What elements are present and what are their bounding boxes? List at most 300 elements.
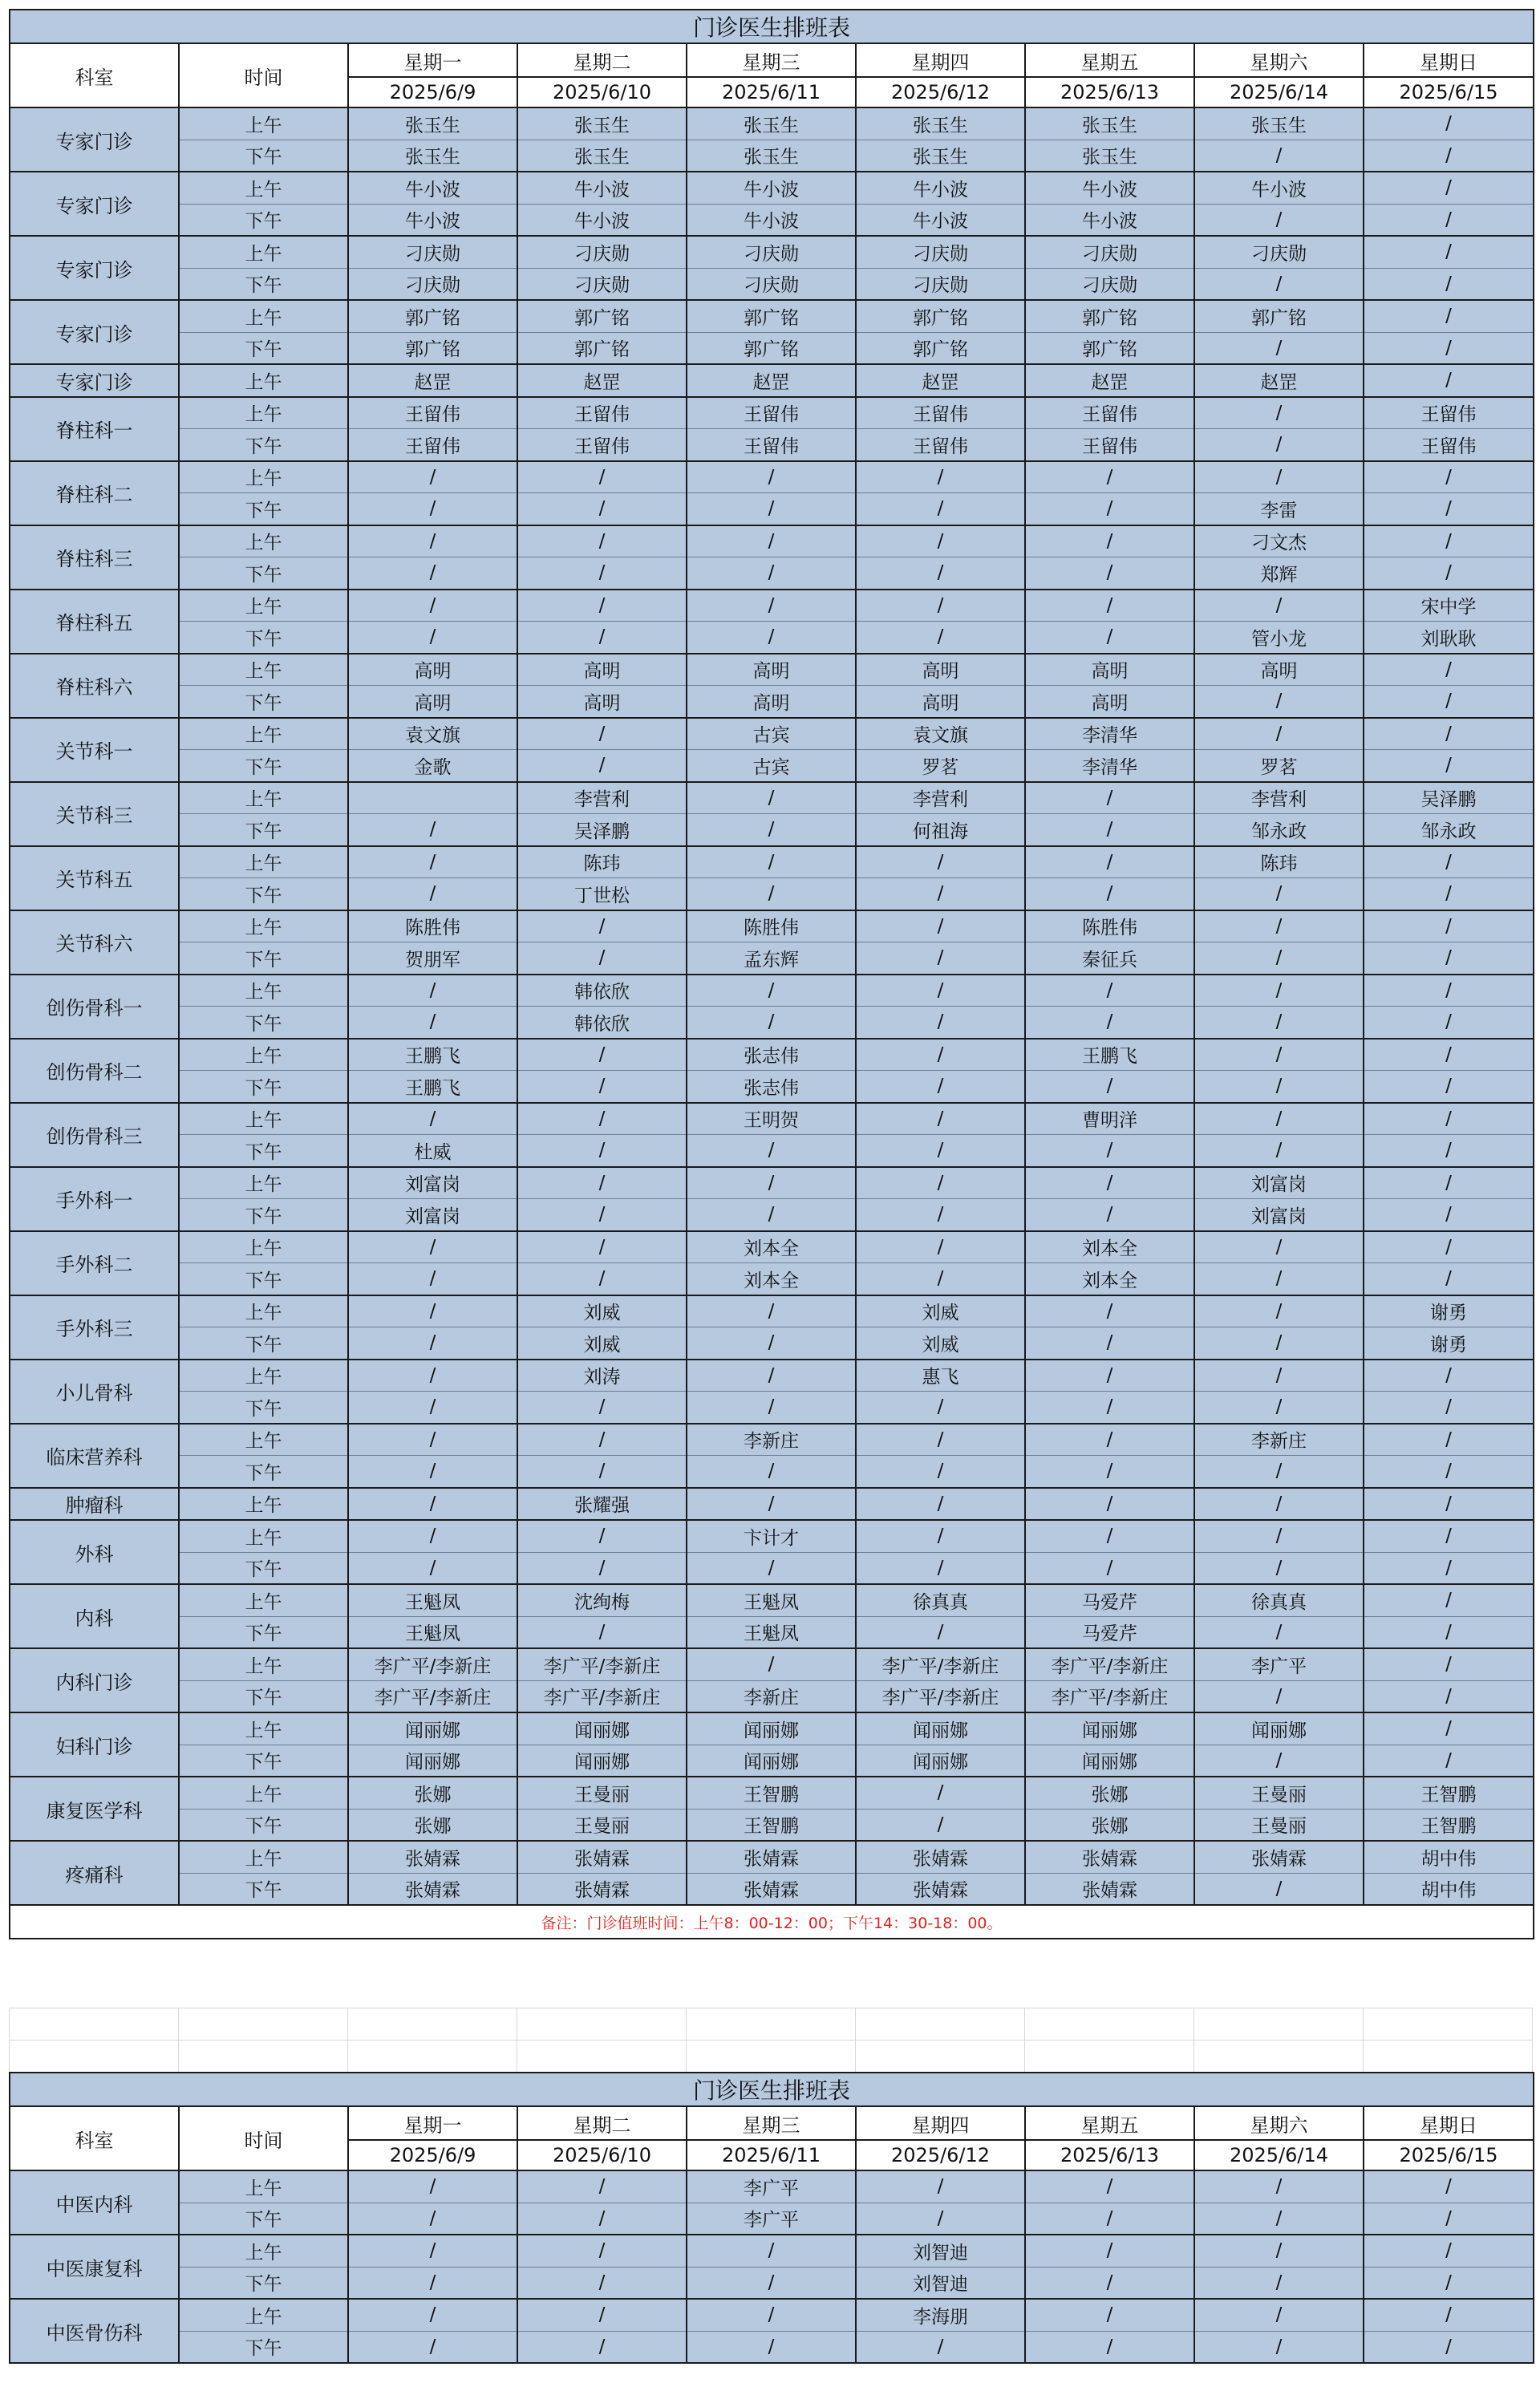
table-row (10, 236, 1534, 268)
schedule-body (10, 2170, 1534, 2363)
doctor-cell: / (517, 461, 687, 493)
time-slot-cell: 下午 (179, 942, 348, 975)
doctor-cell: / (348, 2203, 517, 2235)
doctor-cell: 刘智迪 (856, 2235, 1025, 2267)
doctor-cell: / (687, 846, 856, 878)
table-row (10, 814, 1534, 846)
time-slot-cell: 下午 (179, 686, 348, 718)
table-row (10, 878, 1534, 910)
doctor-cell: / (1194, 268, 1364, 300)
doctor-cell: 李雷 (1194, 493, 1364, 525)
time-slot-cell: 上午 (179, 1712, 348, 1745)
table-row (10, 1648, 1534, 1680)
doctor-cell: / (856, 2331, 1025, 2363)
table-row (10, 397, 1534, 429)
doctor-cell: 杜威 (348, 1135, 517, 1167)
doctor-cell: / (687, 1392, 856, 1424)
doctor-cell: / (856, 975, 1025, 1007)
doctor-cell: 刘威 (856, 1327, 1025, 1360)
date-header: 2025/6/10 (517, 77, 687, 107)
table-row (10, 1520, 1534, 1552)
weekday-header: 星期五 (1025, 2106, 1194, 2140)
doctor-cell: 张玉生 (687, 107, 856, 140)
doctor-cell: 贺朋军 (348, 942, 517, 975)
doctor-cell: 刁庆勋 (348, 236, 517, 268)
doctor-cell: 王鹏飞 (348, 1071, 517, 1103)
doctor-cell: 王智鹏 (687, 1777, 856, 1809)
doctor-cell: 李新庄 (1194, 1424, 1364, 1456)
doctor-cell: 闻丽娜 (348, 1745, 517, 1777)
doctor-cell: / (1194, 397, 1364, 429)
doctor-cell: 袁文旗 (856, 718, 1025, 750)
table-row (10, 1392, 1534, 1424)
doctor-cell: 张婧霖 (348, 1873, 517, 1905)
doctor-cell: / (1025, 1167, 1194, 1199)
table-row (10, 1745, 1534, 1777)
doctor-cell: 邹永政 (1194, 814, 1364, 846)
doctor-cell: / (517, 493, 687, 525)
table-row (10, 1295, 1534, 1327)
table-row (10, 910, 1534, 942)
time-slot-cell: 下午 (179, 2267, 348, 2299)
schedule-table-tcm (9, 2072, 1534, 2364)
doctor-cell: / (1364, 1488, 1534, 1521)
doctor-cell: / (687, 975, 856, 1007)
time-slot-cell: 上午 (179, 846, 348, 878)
doctor-cell: / (1364, 1392, 1534, 1424)
time-slot-cell: 上午 (179, 461, 348, 493)
doctor-cell: / (687, 493, 856, 525)
doctor-cell: 王鹏飞 (348, 1039, 517, 1071)
doctor-cell: 张玉生 (856, 107, 1025, 140)
doctor-cell: 王留伟 (687, 429, 856, 461)
department-cell: 专家门诊 (10, 236, 179, 300)
doctor-cell: 罗茗 (856, 750, 1025, 782)
time-slot-cell: 下午 (179, 1135, 348, 1167)
doctor-cell: 李广平 (687, 2170, 856, 2203)
table-row (10, 364, 1534, 397)
doctor-cell: 马爱芹 (1025, 1616, 1194, 1648)
doctor-cell: / (1364, 236, 1534, 268)
doctor-cell: 郭广铭 (856, 300, 1025, 332)
doctor-cell: / (1364, 2170, 1534, 2203)
table-row (10, 268, 1534, 300)
doctor-cell: 张婧霖 (517, 1873, 687, 1905)
schedule-body (10, 107, 1534, 1905)
time-slot-cell: 下午 (179, 814, 348, 846)
doctor-cell: / (856, 910, 1025, 942)
doctor-cell: 闻丽娜 (1025, 1712, 1194, 1745)
department-cell: 关节科一 (10, 718, 179, 782)
doctor-cell: 刘本全 (687, 1263, 856, 1295)
doctor-cell: 赵罡 (1025, 364, 1194, 397)
department-cell: 中医康复科 (10, 2235, 179, 2299)
table-row (10, 2331, 1534, 2363)
doctor-cell: 李清华 (1025, 750, 1194, 782)
doctor-cell: / (1364, 1135, 1534, 1167)
doctor-cell: / (1194, 1231, 1364, 1263)
weekday-header: 星期四 (856, 2106, 1025, 2140)
doctor-cell: 牛小波 (687, 172, 856, 204)
doctor-cell: / (1364, 557, 1534, 590)
doctor-cell: 闻丽娜 (687, 1745, 856, 1777)
right-margin (1534, 9, 1540, 2383)
department-cell: 手外科二 (10, 1231, 179, 1295)
doctor-cell: 何祖海 (856, 814, 1025, 846)
doctor-cell: / (348, 846, 517, 878)
empty-spreadsheet-rows (9, 2008, 1533, 2072)
table-row (10, 1167, 1534, 1199)
doctor-cell: / (348, 525, 517, 557)
doctor-cell: 郭广铭 (1025, 300, 1194, 332)
doctor-cell: / (1364, 493, 1534, 525)
doctor-cell: 张婧霖 (1025, 1873, 1194, 1905)
doctor-cell: 王留伟 (856, 429, 1025, 461)
doctor-cell: / (1025, 2267, 1194, 2299)
time-slot-cell: 上午 (179, 397, 348, 429)
doctor-cell: 张婧霖 (687, 1841, 856, 1873)
dept-column-header: 科室 (10, 43, 179, 107)
doctor-cell: / (1194, 1327, 1364, 1360)
department-cell: 手外科三 (10, 1295, 179, 1360)
doctor-cell: 刘本全 (1025, 1263, 1194, 1295)
time-slot-cell: 下午 (179, 2331, 348, 2363)
doctor-cell: 陈玮 (1194, 846, 1364, 878)
doctor-cell: / (856, 1809, 1025, 1841)
doctor-cell: 李广平/李新庄 (1025, 1648, 1194, 1680)
doctor-cell: / (1025, 846, 1194, 878)
time-slot-cell: 上午 (179, 107, 348, 140)
doctor-cell: / (1194, 1007, 1364, 1039)
doctor-cell: / (856, 2170, 1025, 2203)
doctor-cell: 郭广铭 (517, 332, 687, 364)
doctor-cell: / (517, 1071, 687, 1103)
doctor-cell: / (1025, 590, 1194, 622)
doctor-cell: 刁庆勋 (687, 236, 856, 268)
table-row (10, 2235, 1534, 2267)
doctor-cell: / (517, 942, 687, 975)
doctor-cell: 张娜 (1025, 1809, 1194, 1841)
table-row (10, 1873, 1534, 1905)
doctor-cell: / (1364, 461, 1534, 493)
doctor-cell: / (856, 1777, 1025, 1809)
doctor-cell: 金歌 (348, 750, 517, 782)
doctor-cell: / (856, 846, 1025, 878)
doctor-cell: / (348, 1392, 517, 1424)
doctor-cell: / (1194, 718, 1364, 750)
table-row (10, 622, 1534, 654)
doctor-cell: / (517, 2331, 687, 2363)
doctor-cell: / (687, 1360, 856, 1392)
doctor-cell: / (517, 2267, 687, 2299)
doctor-cell: 牛小波 (517, 172, 687, 204)
doctor-cell: 张玉生 (348, 107, 517, 140)
doctor-cell: / (348, 1424, 517, 1456)
doctor-cell: / (1194, 1680, 1364, 1712)
time-slot-cell: 下午 (179, 268, 348, 300)
doctor-cell: 刁庆勋 (517, 268, 687, 300)
doctor-cell: / (1194, 461, 1364, 493)
doctor-cell: 刁庆勋 (856, 236, 1025, 268)
table-row (10, 1231, 1534, 1263)
date-header: 2025/6/13 (1025, 2140, 1194, 2170)
doctor-cell: 高明 (1025, 654, 1194, 686)
doctor-cell: / (1364, 975, 1534, 1007)
doctor-cell: / (517, 1103, 687, 1135)
doctor-cell: / (1194, 1520, 1364, 1552)
table-row (10, 2203, 1534, 2235)
doctor-cell: 郭广铭 (687, 300, 856, 332)
doctor-cell: / (687, 1456, 856, 1488)
weekday-header: 星期二 (517, 2106, 687, 2140)
doctor-cell: 王曼丽 (1194, 1777, 1364, 1809)
doctor-cell: 张婧霖 (856, 1841, 1025, 1873)
doctor-cell: 郭广铭 (1194, 300, 1364, 332)
doctor-cell: 牛小波 (517, 204, 687, 236)
doctor-cell: / (348, 814, 517, 846)
doctor-cell: / (1364, 2235, 1534, 2267)
table-row (10, 2299, 1534, 2331)
doctor-cell: / (856, 525, 1025, 557)
doctor-cell: 谢勇 (1364, 1327, 1534, 1360)
weekday-header: 星期五 (1025, 43, 1194, 77)
doctor-cell: 张娜 (348, 1809, 517, 1841)
doctor-cell: / (687, 814, 856, 846)
doctor-cell: 李广平 (687, 2203, 856, 2235)
doctor-cell: 邹永政 (1364, 814, 1534, 846)
department-cell: 内科 (10, 1584, 179, 1648)
table-title: 门诊医生排班表 (10, 2073, 1534, 2106)
doctor-cell: 胡中伟 (1364, 1873, 1534, 1905)
doctor-cell: 王曼丽 (517, 1777, 687, 1809)
time-slot-cell: 下午 (179, 878, 348, 910)
doctor-cell: / (1194, 2267, 1364, 2299)
doctor-cell: 郭广铭 (517, 300, 687, 332)
department-cell: 小儿骨科 (10, 1360, 179, 1424)
doctor-cell: / (1025, 1071, 1194, 1103)
doctor-cell: / (1025, 2203, 1194, 2235)
doctor-cell: 张玉生 (517, 140, 687, 172)
doctor-cell: / (348, 1327, 517, 1360)
doctor-cell: 牛小波 (856, 172, 1025, 204)
doctor-cell: 刘威 (517, 1327, 687, 1360)
doctor-cell: / (1364, 1263, 1534, 1295)
table-row (10, 1424, 1534, 1456)
doctor-cell: / (1364, 300, 1534, 332)
doctor-cell: / (687, 525, 856, 557)
time-slot-cell: 上午 (179, 1841, 348, 1873)
table-row (10, 1584, 1534, 1616)
doctor-cell: / (1194, 1103, 1364, 1135)
doctor-cell: 闻丽娜 (348, 1712, 517, 1745)
doctor-cell (348, 782, 517, 814)
time-slot-cell: 下午 (179, 1071, 348, 1103)
doctor-cell: 张婧霖 (517, 1841, 687, 1873)
date-header: 2025/6/10 (517, 2140, 687, 2170)
doctor-cell: 高明 (517, 686, 687, 718)
doctor-cell: 张婧霖 (1194, 1841, 1364, 1873)
doctor-cell: / (517, 1552, 687, 1584)
doctor-cell: / (687, 2299, 856, 2331)
doctor-cell: / (1025, 878, 1194, 910)
doctor-cell: / (856, 1103, 1025, 1135)
time-slot-cell: 上午 (179, 300, 348, 332)
doctor-cell: / (1364, 1712, 1534, 1745)
doctor-cell: 秦征兵 (1025, 942, 1194, 975)
time-slot-cell: 下午 (179, 2203, 348, 2235)
doctor-cell: / (1364, 172, 1534, 204)
doctor-cell: 牛小波 (348, 172, 517, 204)
duty-hours-note: 备注：门诊值班时间：上午8：00-12：00；下午14：30-18：00。 (10, 1905, 1534, 1939)
doctor-cell: 古宾 (687, 718, 856, 750)
time-slot-cell: 上午 (179, 1295, 348, 1327)
doctor-cell: / (687, 1295, 856, 1327)
doctor-cell: 高明 (687, 654, 856, 686)
doctor-cell: / (517, 1520, 687, 1552)
doctor-cell: / (517, 718, 687, 750)
doctor-cell: / (1194, 1873, 1364, 1905)
doctor-cell: 刘富岗 (1194, 1199, 1364, 1231)
table-row (10, 1263, 1534, 1295)
time-slot-cell: 下午 (179, 622, 348, 654)
doctor-cell: / (1194, 2235, 1364, 2267)
doctor-cell: / (1025, 1392, 1194, 1424)
doctor-cell: 张玉生 (1025, 107, 1194, 140)
doctor-cell: 曹明洋 (1025, 1103, 1194, 1135)
doctor-cell: / (687, 2267, 856, 2299)
date-header: 2025/6/11 (687, 2140, 856, 2170)
doctor-cell: 高明 (517, 654, 687, 686)
date-header: 2025/6/15 (1364, 2140, 1534, 2170)
date-header: 2025/6/9 (348, 77, 517, 107)
doctor-cell: / (1364, 2203, 1534, 2235)
department-cell: 外科 (10, 1520, 179, 1584)
table-row (10, 2170, 1534, 2203)
doctor-cell: / (348, 557, 517, 590)
doctor-cell: / (517, 910, 687, 942)
doctor-cell: / (1364, 1745, 1534, 1777)
doctor-cell: / (1364, 942, 1534, 975)
table-row (10, 1360, 1534, 1392)
doctor-cell: 郭广铭 (348, 332, 517, 364)
doctor-cell: / (687, 557, 856, 590)
doctor-cell: / (1025, 1424, 1194, 1456)
department-cell: 脊柱科二 (10, 461, 179, 525)
doctor-cell: 刘智迪 (856, 2267, 1025, 2299)
doctor-cell: 郭广铭 (687, 332, 856, 364)
table-row (10, 1039, 1534, 1071)
doctor-cell: / (517, 2299, 687, 2331)
doctor-cell: 高明 (1025, 686, 1194, 718)
weekday-header: 星期三 (687, 43, 856, 77)
doctor-cell: 张志伟 (687, 1039, 856, 1071)
department-cell: 临床营养科 (10, 1424, 179, 1488)
time-slot-cell: 下午 (179, 140, 348, 172)
doctor-cell: / (1025, 2170, 1194, 2203)
doctor-cell: 沈绚梅 (517, 1584, 687, 1616)
doctor-cell: / (1364, 364, 1534, 397)
doctor-cell: / (687, 1488, 856, 1521)
doctor-cell: 陈胜伟 (348, 910, 517, 942)
doctor-cell: 刁庆勋 (517, 236, 687, 268)
table-title: 门诊医生排班表 (10, 10, 1534, 43)
table-row (10, 750, 1534, 782)
date-header: 2025/6/14 (1194, 2140, 1364, 2170)
doctor-cell: / (348, 1295, 517, 1327)
doctor-cell: / (517, 1456, 687, 1488)
table-row (10, 525, 1534, 557)
time-slot-cell: 上午 (179, 2299, 348, 2331)
doctor-cell: / (1364, 1199, 1534, 1231)
doctor-cell: 袁文旗 (348, 718, 517, 750)
doctor-cell: 宋中学 (1364, 590, 1534, 622)
table-row (10, 1809, 1534, 1841)
time-slot-cell: 上午 (179, 1648, 348, 1680)
doctor-cell: / (1364, 1584, 1534, 1616)
doctor-cell: 张玉生 (1025, 140, 1194, 172)
doctor-cell: / (1364, 2331, 1534, 2363)
doctor-cell: / (517, 1616, 687, 1648)
table-row (10, 942, 1534, 975)
doctor-cell: / (1364, 140, 1534, 172)
doctor-cell: 王留伟 (348, 397, 517, 429)
doctor-cell: 刘威 (856, 1295, 1025, 1327)
doctor-cell: / (1025, 1488, 1194, 1521)
doctor-cell: 牛小波 (348, 204, 517, 236)
doctor-cell: / (687, 590, 856, 622)
table-row (10, 1007, 1534, 1039)
time-slot-cell: 上午 (179, 236, 348, 268)
doctor-cell: / (1364, 1071, 1534, 1103)
date-header: 2025/6/13 (1025, 77, 1194, 107)
doctor-cell: 闻丽娜 (687, 1712, 856, 1745)
doctor-cell: / (348, 1520, 517, 1552)
doctor-cell: / (687, 622, 856, 654)
doctor-cell: / (1025, 1295, 1194, 1327)
weekday-header: 星期二 (517, 43, 687, 77)
table-row (10, 1456, 1534, 1488)
department-cell: 脊柱科三 (10, 525, 179, 590)
doctor-cell: / (1025, 782, 1194, 814)
time-slot-cell: 上午 (179, 1167, 348, 1199)
doctor-cell: / (1194, 1360, 1364, 1392)
doctor-cell: / (856, 1520, 1025, 1552)
department-cell: 专家门诊 (10, 172, 179, 236)
doctor-cell: / (348, 878, 517, 910)
time-column-header: 时间 (179, 2106, 348, 2170)
doctor-cell: 李广平/李新庄 (1025, 1680, 1194, 1712)
doctor-cell: 张玉生 (1194, 107, 1364, 140)
doctor-cell: 徐真真 (856, 1584, 1025, 1616)
doctor-cell: / (1364, 204, 1534, 236)
doctor-cell: 李营利 (1194, 782, 1364, 814)
doctor-cell: 张玉生 (517, 107, 687, 140)
department-cell: 手外科一 (10, 1167, 179, 1231)
table-row (10, 107, 1534, 140)
doctor-cell: 王明贺 (687, 1103, 856, 1135)
doctor-cell: / (1364, 1103, 1534, 1135)
doctor-cell: / (1364, 525, 1534, 557)
date-header: 2025/6/9 (348, 2140, 517, 2170)
doctor-cell: / (1194, 1488, 1364, 1521)
doctor-cell: / (348, 1456, 517, 1488)
department-cell: 疼痛科 (10, 1841, 179, 1905)
doctor-cell: 李新庄 (687, 1424, 856, 1456)
time-slot-cell: 下午 (179, 1263, 348, 1295)
table-row (10, 2267, 1534, 2299)
schedule-table-main (9, 9, 1534, 1939)
doctor-cell: 王留伟 (1025, 429, 1194, 461)
